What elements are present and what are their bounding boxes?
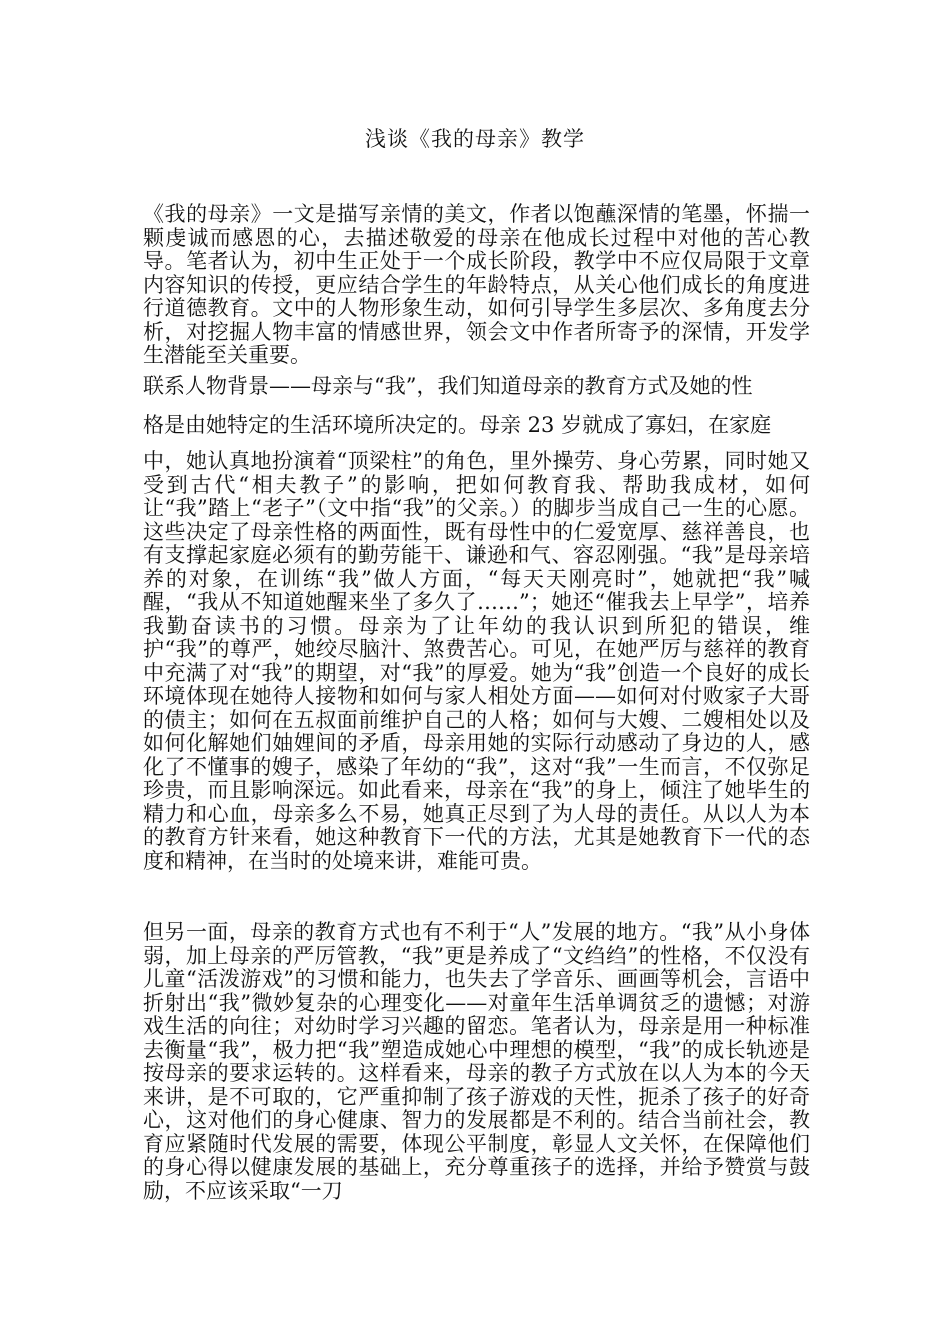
- paragraph-other-side: 但另一面，母亲的教育方式也有不利于“人”发展的地方。“我”从小身体弱，加上母亲的严厉管教，“我”更是养成了“文绉绉”的性格，不仅没有儿童“活泼游戏”的习惯和能力，也失去了学音乐、画画等机会，言语中折射出“我”微妙复杂的心理变化——对童年生活单调贫乏的遗憾；对游戏生活的向往；对幼时学习兴趣的留恋。笔者认为，母亲是用一种标准去衡量“我”，极力把“我”塑造成她心中理想的模型，“我”的成长轨迹是按母亲的要求运转的。这样看来，母亲的教子方式放在以人为本的今天来讲，是不可取的，它严重抑制了孩子游戏的天性，扼杀了孩子的好奇心，这对他们的身心健康、智力的发展都是不利的。结合当前社会，教育应紧随时代发展的需要，体现公平制度，彰显人文关怀，在保障他们的身心得以健康发展的基础上，充分尊重孩子的选择，并给予赞赏与鼓励，不应该采取“一刀: [143, 920, 810, 1203]
- paragraph-background-line-1: 联系人物背景——母亲与“我”，我们知道母亲的教育方式及她的性: [143, 374, 753, 398]
- document-title: 浅谈《我的母亲》教学: [365, 127, 585, 151]
- paragraph-background-line-2: 格是由她特定的生活环境所决定的。母亲 23 岁就成了寡妇，在家庭: [143, 413, 772, 437]
- paragraph-mother-character: 中，她认真地扮演着“顶梁柱”的角色，里外操劳、身心劳累，同时她又受到古代“相夫教子”的影响，把如何教育我、帮助我成材，如何让“我”踏上“老子”（文中指“我”的父亲。）的脚步当成自己一生的心愿。这些决定了母亲性格的两面性，既有母性中的仁爱宽厚、慈祥善良，也有支撑起家庭必须有的勤劳能干、谦逊和气、容忍刚强。“我”是母亲培养的对象，在训练“我”做人方面，“每天天刚亮时”，她就把“我”喊醒，“我从不知道她醒来坐了多久了……”；她还“催我去上早学”，培养我勤奋读书的习惯。母亲为了让年幼的我认识到所犯的错误，维护“我”的尊严，她绞尽脑汁、煞费苦心。可见，在她严厉与慈祥的教育中充满了对“我”的期望，对“我”的厚爱。她为“我”创造一个良好的成长环境体现在她待人接物和如何与家人相处方面——如何对付败家子大哥的债主；如何在五叔面前维护自己的人格；如何与大嫂、二嫂相处以及如何化解她们妯娌间的矛盾，母亲用她的实际行动感动了身边的人，感化了不懂事的嫂子，感染了年幼的“我”，这对“我”一生而言，不仅弥足珍贵，而且影响深远。如此看来，母亲在“我”的身上，倾注了她毕生的精力和心血，母亲多么不易，她真正尽到了为人母的责任。从以人为本的教育方针来看，她这种教育下一代的方法，尤其是她教育下一代的态度和精神，在当时的处境来讲，难能可贵。: [143, 449, 810, 873]
- paragraph-intro: 《我的母亲》一文是描写亲情的美文，作者以饱蘸深情的笔墨，怀揣一颗虔诚而感恩的心，去描述敬爱的母亲在他成长过程中对他的苦心教导。笔者认为，初中生正处于一个成长阶段，教学中不应仅局限于文章内容知识的传授，更应结合学生的年龄特点，从关心他们成长的角度进行道德教育。文中的人物形象生动，如何引导学生多层次、多角度去分析，对挖掘人物丰富的情感世界，领会文中作者所寄予的深情，开发学生潜能至关重要。: [143, 202, 810, 367]
